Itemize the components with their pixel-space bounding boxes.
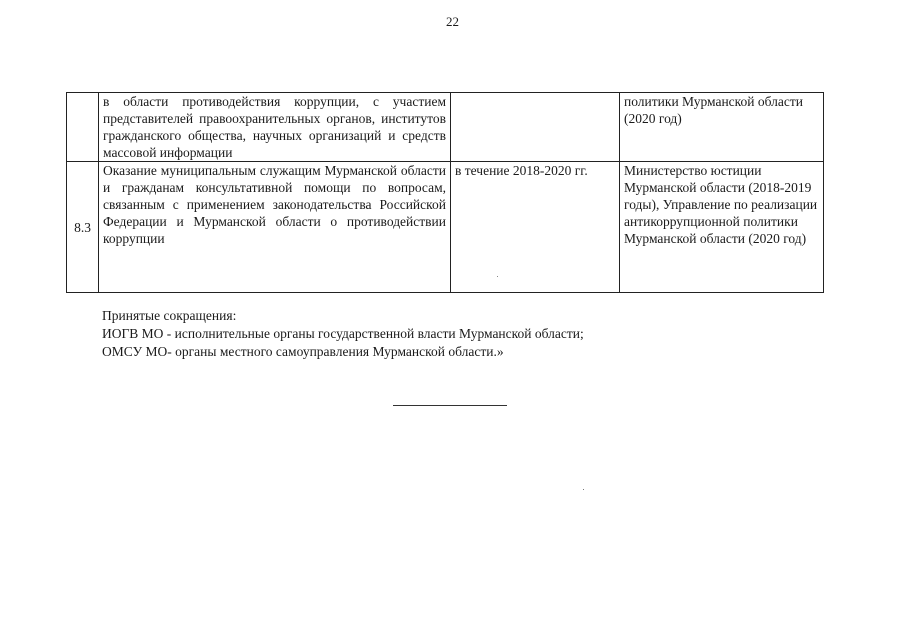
abbreviation-item: ОМСУ МО- органы местного самоуправления Мурманской области.» — [102, 344, 504, 359]
measures-table — [66, 92, 824, 293]
abbreviation-item: ИОГВ МО - исполнительные органы государственной власти Мурманской области; — [102, 326, 584, 341]
table-row — [67, 93, 824, 162]
event-cell: в области противодействия коррупции, с участием представителей правоохранительных органов, институтов гражданского общества, научных организаций и средств массовой информации — [99, 93, 451, 162]
executor-cell: политики Мурманской области (2020 год) — [620, 93, 824, 162]
term-cell: в течение 2018-2020 гг. — [451, 162, 620, 293]
term-cell — [451, 93, 620, 162]
abbreviations-heading: Принятые сокращения: — [102, 308, 237, 323]
abbreviations-block — [102, 307, 584, 361]
table-row — [67, 162, 824, 293]
end-rule — [393, 405, 507, 406]
scan-speck — [583, 489, 584, 490]
row-number-cell: 8.3 — [67, 162, 99, 293]
scan-speck — [497, 276, 498, 277]
row-number-cell — [67, 93, 99, 162]
event-cell: Оказание муниципальным служащим Мурманской области и гражданам консультативной помощи по вопросам, связанным с применением законодательства Российской Федерации и Мурманской области о противодействии коррупции — [99, 162, 451, 293]
executor-cell: Министерство юстиции Мурманской области (2018-2019 годы), Управление по реализации антикоррупционной политики Мурманской области (2020 год) — [620, 162, 824, 293]
page-number: 22 — [446, 14, 459, 29]
